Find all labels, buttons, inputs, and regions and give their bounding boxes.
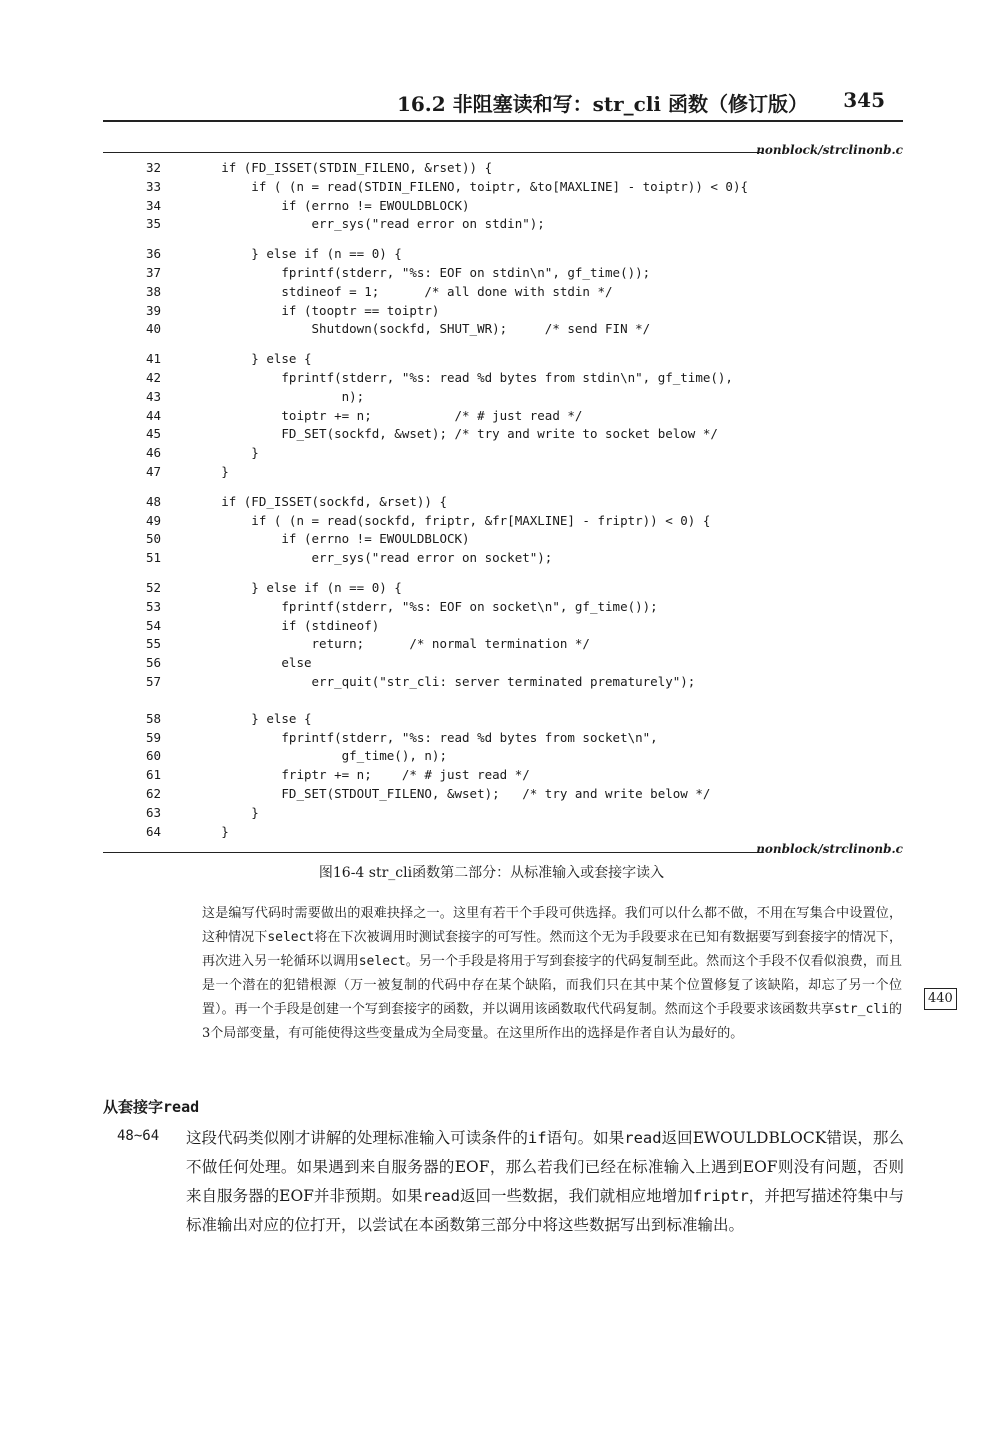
code-line-text: if (stdineof) (161, 617, 380, 633)
code-line-text: err_quit("str_cli: server terminated prematurely"); (161, 674, 696, 689)
code-line-number: 54 (145, 617, 161, 633)
code-line (103, 822, 229, 841)
explanation-paragraph: 这段代码类似刚才讲解的处理标准输入可读条件的if语句。如果read返回EWOULDBLOCK错误，那么不做任何处理。如果遇到来自服务器的EOF，那么若我们已经在标准输入上遇到EOF则没有问题，否则来自服务器的EOF并非预期。如果read返回一些数据，我们就相应地增加friptr，并把写描述符集中与标准输出对应的位打开，以尝试在本函数第三部分中将这些数据写出到标准输出。 (186, 1129, 904, 1234)
code-line-number: 58 (145, 710, 161, 726)
code-line-text: } else { (161, 710, 312, 726)
code-line (103, 263, 651, 282)
code-line (103, 578, 402, 597)
code-line (103, 244, 402, 263)
code-line (103, 196, 470, 215)
code-line (103, 529, 470, 548)
code-line-number: 63 (145, 804, 161, 820)
code-line-number: 51 (145, 550, 161, 566)
source-file-label-bottom: nonblock/strclinonb.c (756, 842, 903, 856)
code-line-text: toiptr += n; /* # just read */ (161, 407, 583, 423)
code-line-number: 44 (145, 407, 161, 423)
code-line (103, 158, 493, 177)
code-line-text: if ( (n = read(STDIN_FILENO, toiptr, &to[MAXLINE] - toiptr)) < 0){ (161, 178, 748, 194)
design-note: 这是编写代码时需要做出的艰难抉择之一。这里有若干个手段可供选择。我们可以什么都不做，不用在写集合中设置位，这种情况下select将在下次被调用时测试套接字的可写性。然而这个无为手段要求在已知有数据要写到套接字的情况下，再次进入另一轮循环以调用select。另一个手段是将用于写到套接字的代码复制至此。然而这个手段不仅看似浪费，而且是一个潜在的犯错根源（万一被复制的代码中存在某个缺陷，而我们只在其中某个位置修复了该缺陷，却忘了另一个位置）。再一个手段是创建一个写到套接字的函数，并以调用该函数取代代码复制。然而这个手段要求该函数共享str_cli的3个局部变量，有可能使得这些变量成为全局变量。在这里所作出的选择是作者自认为最好的。 (202, 906, 902, 1041)
code-line-number: 48 (145, 493, 161, 509)
source-file-label-top: nonblock/strclinonb.c (756, 143, 903, 157)
code-line (103, 511, 711, 530)
code-line (103, 368, 733, 387)
code-line-number: 64 (145, 823, 161, 839)
code-line (103, 803, 259, 822)
code-line-number: 42 (145, 370, 161, 385)
code-line-text: fprintf(stderr, "%s: EOF on socket\n", gf_time()); (161, 598, 658, 614)
running-header (103, 86, 903, 116)
code-line-text: n); (161, 388, 365, 404)
code-line-number: 37 (145, 265, 161, 280)
code-line (103, 349, 312, 368)
code-line-text: } (161, 445, 259, 461)
line-range-label: 48~64 (117, 1128, 160, 1144)
code-line-number: 56 (145, 655, 161, 671)
code-line-text: stdineof = 1; /* all done with stdin */ (161, 283, 613, 299)
code-line-number: 36 (145, 246, 161, 262)
code-line (103, 214, 545, 233)
header-rule (103, 120, 903, 122)
code-line-number: 41 (145, 351, 161, 367)
code-line-text: if (FD_ISSET(STDIN_FILENO, &rset)) { (161, 160, 493, 175)
code-line (103, 319, 651, 338)
code-line-number: 45 (145, 426, 161, 442)
code-line-text: if (FD_ISSET(sockfd, &rset)) { (161, 493, 447, 509)
code-line-number: 43 (145, 388, 161, 404)
code-line-text: } else if (n == 0) { (161, 246, 402, 262)
code-line (103, 406, 583, 425)
code-line-number: 46 (145, 445, 161, 461)
code-line-text: return; /* normal termination */ (161, 636, 590, 652)
code-line-text: else (161, 655, 312, 671)
code-line-number: 53 (145, 598, 161, 614)
code-line (103, 177, 748, 196)
code-line-number: 39 (145, 302, 161, 318)
code-bottom-rule (103, 852, 763, 853)
code-top-rule (103, 152, 763, 153)
code-line (103, 282, 613, 301)
code-line-text: fprintf(stderr, "%s: EOF on stdin\n", gf_time()); (161, 265, 651, 280)
code-line-number: 60 (145, 748, 161, 764)
code-line-number: 40 (145, 321, 161, 337)
code-line-number: 50 (145, 531, 161, 547)
code-line (103, 548, 553, 567)
code-line-text: fprintf(stderr, "%s: read %d bytes from socket\n", (161, 729, 658, 745)
code-line-number: 57 (145, 674, 161, 689)
code-line-text: if (tooptr == toiptr) (161, 302, 440, 318)
code-line-text: err_sys("read error on socket"); (161, 550, 553, 566)
code-line-number: 34 (145, 197, 161, 213)
code-line-text: if (errno != EWOULDBLOCK) (161, 531, 470, 547)
code-line (103, 597, 658, 616)
code-line (103, 746, 447, 765)
code-line (103, 765, 530, 784)
code-line-text: } else if (n == 0) { (161, 580, 402, 595)
code-line-number: 35 (145, 216, 161, 232)
code-line-number: 55 (145, 636, 161, 652)
code-line-text: if ( (n = read(sockfd, friptr, &fr[MAXLINE] - friptr)) < 0) { (161, 512, 711, 528)
code-line-number: 62 (145, 786, 161, 801)
code-line (103, 492, 447, 511)
code-line-text: } (161, 464, 229, 479)
page-number: 345 (843, 88, 885, 112)
code-line-text: FD_SET(sockfd, &wset); /* try and write to socket below */ (161, 426, 718, 442)
code-line (103, 443, 259, 462)
code-line (103, 709, 312, 728)
code-line-text: friptr += n; /* # just read */ (161, 767, 530, 783)
code-line-text: } (161, 804, 259, 820)
code-line-text: Shutdown(sockfd, SHUT_WR); /* send FIN */ (161, 321, 651, 337)
code-line (103, 424, 718, 443)
code-line (103, 387, 365, 406)
code-line (103, 462, 229, 481)
code-line (103, 634, 590, 653)
code-line (103, 784, 711, 803)
code-line-text: } (161, 823, 229, 839)
code-line (103, 653, 312, 672)
code-line-text: gf_time(), n); (161, 748, 447, 764)
margin-page-reference: 440 (924, 988, 957, 1010)
code-line-number: 47 (145, 464, 161, 479)
code-line-text: fprintf(stderr, "%s: read %d bytes from stdin\n", gf_time(), (161, 370, 733, 385)
code-line-text: } else { (161, 351, 312, 367)
code-line (103, 672, 696, 691)
code-line-number: 49 (145, 512, 161, 528)
section-heading: 从套接字read (103, 1098, 200, 1116)
code-line-number: 61 (145, 767, 161, 783)
code-line-number: 38 (145, 283, 161, 299)
code-line-number: 52 (145, 580, 161, 595)
running-header-title: 16.2 非阻塞读和写：str_cli 函数（修订版） (396, 92, 808, 116)
code-line-text: FD_SET(STDOUT_FILENO, &wset); /* try and write below */ (161, 786, 711, 801)
code-line-number: 33 (145, 178, 161, 194)
code-line-text: err_sys("read error on stdin"); (161, 216, 545, 232)
code-line (103, 301, 440, 320)
code-line (103, 728, 658, 747)
code-line-number: 32 (145, 160, 161, 175)
code-line-text: if (errno != EWOULDBLOCK) (161, 197, 470, 213)
figure-caption: 图16-4 str_cli函数第二部分：从标准输入或套接字读入 (318, 865, 665, 881)
code-line-number: 59 (145, 729, 161, 745)
code-line (103, 616, 380, 635)
